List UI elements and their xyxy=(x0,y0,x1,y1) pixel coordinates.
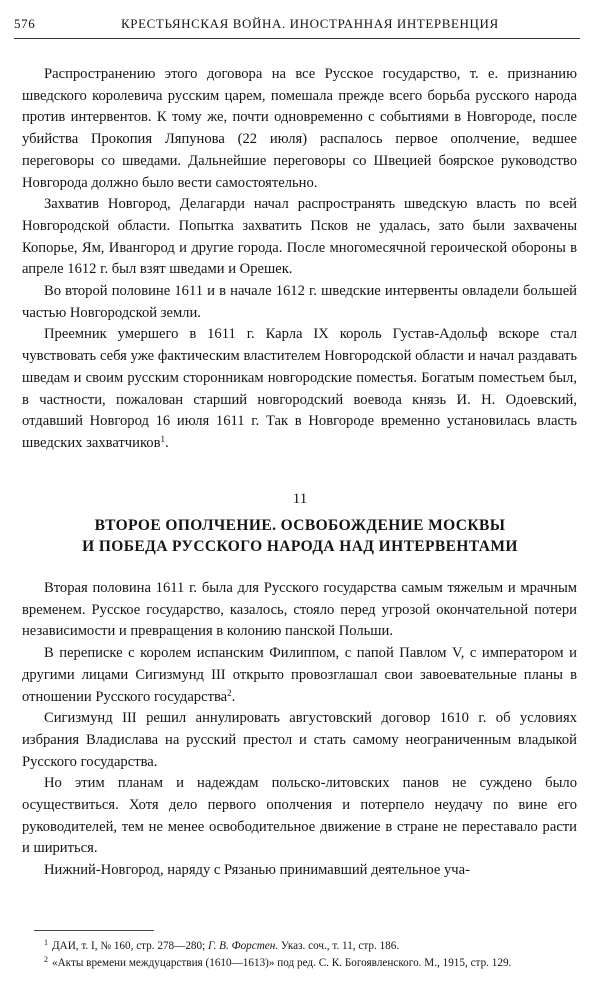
footnote-number: 1 xyxy=(44,938,48,947)
page-header xyxy=(14,16,580,38)
text-block-top xyxy=(22,64,577,455)
text-block-chapter xyxy=(22,578,577,882)
footnote xyxy=(22,938,577,955)
chapter-title-line: И ПОБЕДА РУССКОГО НАРОДА НАД ИНТЕРВЕНТАМИ xyxy=(82,538,518,555)
header-rule xyxy=(14,38,580,39)
footnote xyxy=(22,955,577,972)
footnote-ref[interactable]: 2 xyxy=(227,687,232,698)
paragraph: Сигизмунд III решил аннулировать августовский договор 1610 г. об условиях избрания Владислава на русский престол и стать самому неограниченным владыкой Русского государства. xyxy=(22,710,577,770)
footnote-author: Г. В. Форстен. xyxy=(208,940,279,952)
chapter-number: 11 xyxy=(292,491,308,507)
paragraph: Во второй половине 1611 и в начале 1612 г. шведские интервенты овладели большей частью Новгородской земли. xyxy=(22,283,577,321)
paragraph-text: Преемник умершего в 1611 г. Карла IX король Густав-Адольф вскоре стал чувствовать себя уже фактическим властителем Новгородской области и начал раздавать шведам и своим русским сторонникам новгородские поместья. Богатым поместьем был, в частности, пожалован старший новгородский воевода князь И. Н. Одоевский, отдавший Новгород 16 июля 1611 г. Так в Новгороде временно установилась власть шведских захватчиков xyxy=(22,326,577,451)
footnote-ref[interactable]: 1 xyxy=(160,433,165,444)
footnote-number: 2 xyxy=(44,955,48,964)
chapter-title xyxy=(0,515,600,557)
paragraph: Распространению этого договора на все Русское государство, т. е. признанию шведского королевича русским царем, помешала прежде всего борьба русского народа против интервентов. К тому же, почти одновременно с событиями в Новгороде, после убийства Прокопия Ляпунова (22 июля) распалось первое ополчение, ведшее переговоры со шведами. Дальнейшие переговоры со Швецией боярское руководство Новгорода должно было вести самостоятельно. xyxy=(22,66,577,191)
paragraph: Вторая половина 1611 г. была для Русского государства самым тяжелым и мрачным временем. Русское государство, казалось, стояло перед угрозой окончательной потери независимости и превращения в колонию панской Польши. xyxy=(22,580,577,640)
footnote-text: Указ. соч., т. 11, стр. 186. xyxy=(280,940,400,952)
chapter-title-line: ВТОРОЕ ОПОЛЧЕНИЕ. ОСВОБОЖДЕНИЕ МОСКВЫ xyxy=(94,517,506,534)
footnote-text: ДАИ, т. I, № 160, стр. 278—280; xyxy=(52,940,206,952)
footnote-rule xyxy=(34,930,154,931)
page-number: 576 xyxy=(14,16,36,31)
footnotes xyxy=(22,938,577,972)
paragraph: В переписке с королем испанским Филиппом, с папой Павлом V, с императором и другими лицами Сигизмунд III открыто провозглашал свои завоевательные планы в отношении Русского государства$^2$. xyxy=(22,645,577,705)
paragraph: Захватив Новгород, Делагарди начал распространять шведскую власть по всей Новгородской области. Попытка захватить Псков не удалась, зато были захвачены Копорье, Ям, Ивангород и другие города. После многомесячной героической обороны в апреле 1612 г. был взят шведами и Орешек. xyxy=(22,196,577,278)
paragraph: Нижний-Новгород, наряду с Рязанью принимавший деятельное уча- xyxy=(44,862,470,879)
footnote-text: «Акты времени междуцарствия (1610—1613)» под ред. С. К. Богоявленского. М., 1915, стр. 129. xyxy=(52,957,512,969)
paragraph: Преемник умершего в 1611 г. Карла IX король Густав-Адольф вскоре стал чувствовать себя уже фактическим властителем Новгородской области и начал раздавать шведам и своим русским сторонникам новгородские поместья. Богатым поместьем был, в частности, пожалован старший новгородский воевода князь И. Н. Одоевский, отдавший Новгород 16 июля 1611 г. Так в Новгороде временно установилась власть шведских захватчиков$^1$. xyxy=(22,326,577,451)
paragraph-text: В переписке с королем испанским Филиппом, с папой Павлом V, с императором и другими лицами Сигизмунд III открыто провозглашал свои завоевательные планы в отношении Русского государства xyxy=(22,645,577,705)
running-title: КРЕСТЬЯНСКАЯ ВОЙНА. ИНОСТРАННАЯ ИНТЕРВЕНЦИЯ xyxy=(121,16,499,31)
paragraph: Но этим планам и надеждам польско-литовских панов не суждено было осуществиться. Хотя дело первого ополчения и потерпело неудачу по вине его руководителей, тем не менее освободительное движение в стране не переставало расти и шириться. xyxy=(22,775,577,857)
